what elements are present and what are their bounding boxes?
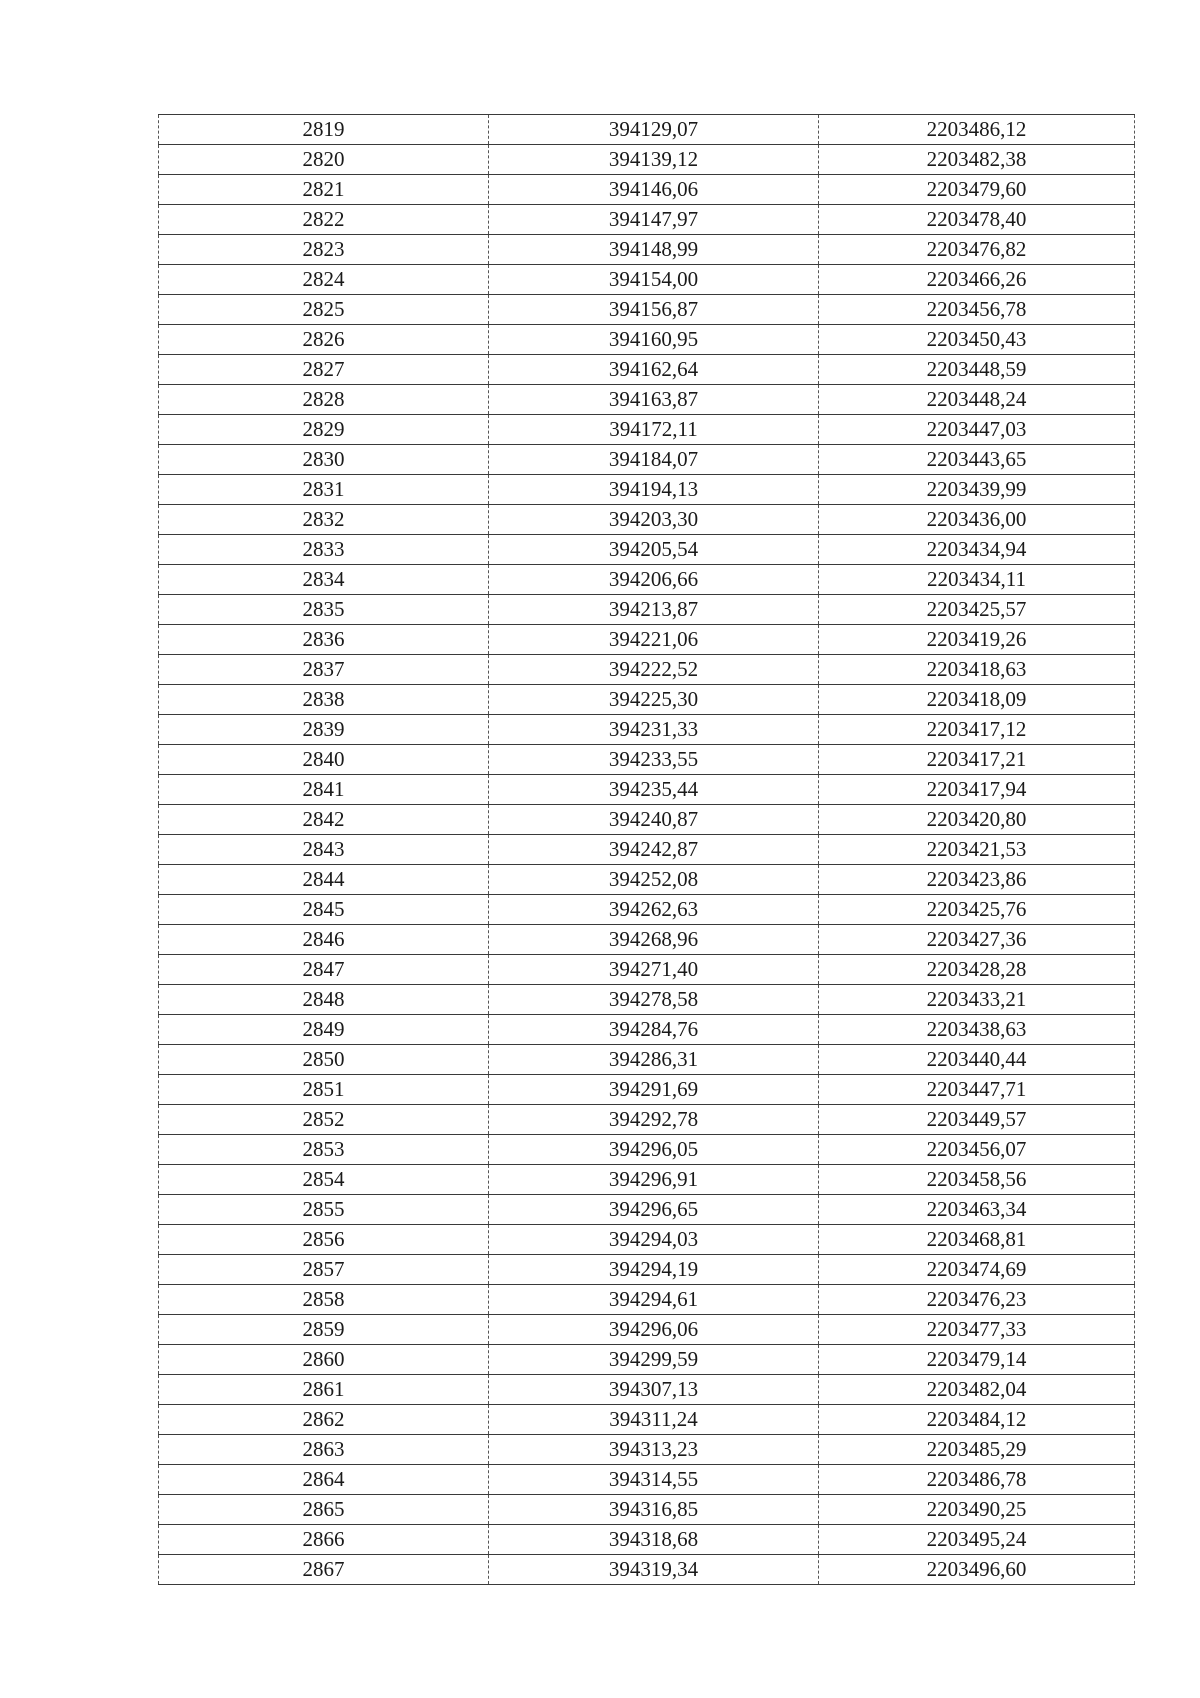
- x-coordinate-cell: 394313,23: [489, 1435, 819, 1465]
- point-number-cell: 2851: [159, 1075, 489, 1105]
- y-coordinate-cell: 2203421,53: [819, 835, 1135, 865]
- point-number-cell: 2853: [159, 1135, 489, 1165]
- table-row: [159, 115, 1135, 145]
- table-row: [159, 985, 1135, 1015]
- x-coordinate-cell: 394205,54: [489, 535, 819, 565]
- table-row: [159, 1045, 1135, 1075]
- y-coordinate-cell: 2203438,63: [819, 1015, 1135, 1045]
- point-number-cell: 2856: [159, 1225, 489, 1255]
- y-coordinate-cell: 2203425,57: [819, 595, 1135, 625]
- table-row: [159, 535, 1135, 565]
- x-coordinate-cell: 394296,91: [489, 1165, 819, 1195]
- y-coordinate-cell: 2203423,86: [819, 865, 1135, 895]
- table-row: [159, 955, 1135, 985]
- table-row: [159, 1555, 1135, 1585]
- point-number-cell: 2850: [159, 1045, 489, 1075]
- table-row: [159, 415, 1135, 445]
- table-row: [159, 1525, 1135, 1555]
- y-coordinate-cell: 2203496,60: [819, 1555, 1135, 1585]
- table-row: [159, 685, 1135, 715]
- y-coordinate-cell: 2203449,57: [819, 1105, 1135, 1135]
- y-coordinate-cell: 2203456,78: [819, 295, 1135, 325]
- y-coordinate-cell: 2203448,24: [819, 385, 1135, 415]
- table-row: [159, 235, 1135, 265]
- x-coordinate-cell: 394296,05: [489, 1135, 819, 1165]
- y-coordinate-cell: 2203474,69: [819, 1255, 1135, 1285]
- table-row: [159, 595, 1135, 625]
- x-coordinate-cell: 394294,19: [489, 1255, 819, 1285]
- y-coordinate-cell: 2203478,40: [819, 205, 1135, 235]
- x-coordinate-cell: 394139,12: [489, 145, 819, 175]
- table-row: [159, 205, 1135, 235]
- table-row: [159, 445, 1135, 475]
- point-number-cell: 2828: [159, 385, 489, 415]
- x-coordinate-cell: 394146,06: [489, 175, 819, 205]
- y-coordinate-cell: 2203486,12: [819, 115, 1135, 145]
- point-number-cell: 2832: [159, 505, 489, 535]
- x-coordinate-cell: 394233,55: [489, 745, 819, 775]
- x-coordinate-cell: 394203,30: [489, 505, 819, 535]
- y-coordinate-cell: 2203419,26: [819, 625, 1135, 655]
- point-number-cell: 2846: [159, 925, 489, 955]
- y-coordinate-cell: 2203476,82: [819, 235, 1135, 265]
- y-coordinate-cell: 2203486,78: [819, 1465, 1135, 1495]
- y-coordinate-cell: 2203484,12: [819, 1405, 1135, 1435]
- y-coordinate-cell: 2203490,25: [819, 1495, 1135, 1525]
- x-coordinate-cell: 394292,78: [489, 1105, 819, 1135]
- point-number-cell: 2860: [159, 1345, 489, 1375]
- y-coordinate-cell: 2203447,71: [819, 1075, 1135, 1105]
- point-number-cell: 2820: [159, 145, 489, 175]
- point-number-cell: 2852: [159, 1105, 489, 1135]
- point-number-cell: 2830: [159, 445, 489, 475]
- y-coordinate-cell: 2203428,28: [819, 955, 1135, 985]
- point-number-cell: 2847: [159, 955, 489, 985]
- point-number-cell: 2824: [159, 265, 489, 295]
- x-coordinate-cell: 394284,76: [489, 1015, 819, 1045]
- x-coordinate-cell: 394286,31: [489, 1045, 819, 1075]
- table-row: [159, 1135, 1135, 1165]
- table-row: [159, 775, 1135, 805]
- x-coordinate-cell: 394213,87: [489, 595, 819, 625]
- y-coordinate-cell: 2203448,59: [819, 355, 1135, 385]
- y-coordinate-cell: 2203439,99: [819, 475, 1135, 505]
- table-row: [159, 895, 1135, 925]
- y-coordinate-cell: 2203436,00: [819, 505, 1135, 535]
- point-number-cell: 2842: [159, 805, 489, 835]
- y-coordinate-cell: 2203443,65: [819, 445, 1135, 475]
- point-number-cell: 2823: [159, 235, 489, 265]
- point-number-cell: 2825: [159, 295, 489, 325]
- y-coordinate-cell: 2203495,24: [819, 1525, 1135, 1555]
- point-number-cell: 2829: [159, 415, 489, 445]
- point-number-cell: 2835: [159, 595, 489, 625]
- table-row: [159, 475, 1135, 505]
- point-number-cell: 2865: [159, 1495, 489, 1525]
- table-row: [159, 505, 1135, 535]
- table-row: [159, 1015, 1135, 1045]
- y-coordinate-cell: 2203417,21: [819, 745, 1135, 775]
- point-number-cell: 2827: [159, 355, 489, 385]
- point-number-cell: 2848: [159, 985, 489, 1015]
- table-row: [159, 1315, 1135, 1345]
- y-coordinate-cell: 2203434,11: [819, 565, 1135, 595]
- y-coordinate-cell: 2203450,43: [819, 325, 1135, 355]
- x-coordinate-cell: 394225,30: [489, 685, 819, 715]
- point-number-cell: 2839: [159, 715, 489, 745]
- y-coordinate-cell: 2203476,23: [819, 1285, 1135, 1315]
- y-coordinate-cell: 2203482,04: [819, 1375, 1135, 1405]
- table-row: [159, 715, 1135, 745]
- table-row: [159, 1195, 1135, 1225]
- x-coordinate-cell: 394299,59: [489, 1345, 819, 1375]
- point-number-cell: 2862: [159, 1405, 489, 1435]
- x-coordinate-cell: 394316,85: [489, 1495, 819, 1525]
- y-coordinate-cell: 2203420,80: [819, 805, 1135, 835]
- y-coordinate-cell: 2203434,94: [819, 535, 1135, 565]
- table-row: [159, 1345, 1135, 1375]
- x-coordinate-cell: 394162,64: [489, 355, 819, 385]
- table-row: [159, 1285, 1135, 1315]
- x-coordinate-cell: 394314,55: [489, 1465, 819, 1495]
- point-number-cell: 2819: [159, 115, 489, 145]
- y-coordinate-cell: 2203440,44: [819, 1045, 1135, 1075]
- table-row: [159, 1405, 1135, 1435]
- point-number-cell: 2849: [159, 1015, 489, 1045]
- point-number-cell: 2836: [159, 625, 489, 655]
- x-coordinate-cell: 394307,13: [489, 1375, 819, 1405]
- table-row: [159, 295, 1135, 325]
- y-coordinate-cell: 2203482,38: [819, 145, 1135, 175]
- point-number-cell: 2826: [159, 325, 489, 355]
- point-number-cell: 2864: [159, 1465, 489, 1495]
- point-number-cell: 2840: [159, 745, 489, 775]
- x-coordinate-cell: 394129,07: [489, 115, 819, 145]
- y-coordinate-cell: 2203479,14: [819, 1345, 1135, 1375]
- point-number-cell: 2831: [159, 475, 489, 505]
- point-number-cell: 2821: [159, 175, 489, 205]
- y-coordinate-cell: 2203477,33: [819, 1315, 1135, 1345]
- point-number-cell: 2833: [159, 535, 489, 565]
- x-coordinate-cell: 394184,07: [489, 445, 819, 475]
- x-coordinate-cell: 394262,63: [489, 895, 819, 925]
- x-coordinate-cell: 394318,68: [489, 1525, 819, 1555]
- x-coordinate-cell: 394156,87: [489, 295, 819, 325]
- table-row: [159, 325, 1135, 355]
- x-coordinate-cell: 394268,96: [489, 925, 819, 955]
- point-number-cell: 2858: [159, 1285, 489, 1315]
- point-number-cell: 2822: [159, 205, 489, 235]
- x-coordinate-cell: 394296,06: [489, 1315, 819, 1345]
- point-number-cell: 2841: [159, 775, 489, 805]
- x-coordinate-cell: 394148,99: [489, 235, 819, 265]
- x-coordinate-cell: 394222,52: [489, 655, 819, 685]
- x-coordinate-cell: 394172,11: [489, 415, 819, 445]
- x-coordinate-cell: 394294,61: [489, 1285, 819, 1315]
- y-coordinate-cell: 2203463,34: [819, 1195, 1135, 1225]
- table-row: [159, 1435, 1135, 1465]
- x-coordinate-cell: 394154,00: [489, 265, 819, 295]
- x-coordinate-cell: 394235,44: [489, 775, 819, 805]
- table-row: [159, 175, 1135, 205]
- y-coordinate-cell: 2203417,12: [819, 715, 1135, 745]
- point-number-cell: 2867: [159, 1555, 489, 1585]
- x-coordinate-cell: 394278,58: [489, 985, 819, 1015]
- table-row: [159, 835, 1135, 865]
- table-row: [159, 265, 1135, 295]
- table-row: [159, 1105, 1135, 1135]
- x-coordinate-cell: 394147,97: [489, 205, 819, 235]
- y-coordinate-cell: 2203418,63: [819, 655, 1135, 685]
- coordinates-table: [158, 114, 1135, 1585]
- x-coordinate-cell: 394252,08: [489, 865, 819, 895]
- y-coordinate-cell: 2203418,09: [819, 685, 1135, 715]
- table-row: [159, 805, 1135, 835]
- point-number-cell: 2857: [159, 1255, 489, 1285]
- table-row: [159, 1375, 1135, 1405]
- x-coordinate-cell: 394206,66: [489, 565, 819, 595]
- point-number-cell: 2863: [159, 1435, 489, 1465]
- y-coordinate-cell: 2203425,76: [819, 895, 1135, 925]
- y-coordinate-cell: 2203479,60: [819, 175, 1135, 205]
- point-number-cell: 2837: [159, 655, 489, 685]
- point-number-cell: 2866: [159, 1525, 489, 1555]
- x-coordinate-cell: 394231,33: [489, 715, 819, 745]
- table-row: [159, 385, 1135, 415]
- y-coordinate-cell: 2203468,81: [819, 1225, 1135, 1255]
- table-row: [159, 655, 1135, 685]
- table-row: [159, 1075, 1135, 1105]
- y-coordinate-cell: 2203427,36: [819, 925, 1135, 955]
- y-coordinate-cell: 2203458,56: [819, 1165, 1135, 1195]
- table-row: [159, 1465, 1135, 1495]
- table-row: [159, 145, 1135, 175]
- y-coordinate-cell: 2203433,21: [819, 985, 1135, 1015]
- table-row: [159, 355, 1135, 385]
- x-coordinate-cell: 394296,65: [489, 1195, 819, 1225]
- x-coordinate-cell: 394311,24: [489, 1405, 819, 1435]
- table-row: [159, 1495, 1135, 1525]
- y-coordinate-cell: 2203456,07: [819, 1135, 1135, 1165]
- x-coordinate-cell: 394242,87: [489, 835, 819, 865]
- y-coordinate-cell: 2203466,26: [819, 265, 1135, 295]
- coordinates-table-body: [159, 115, 1135, 1585]
- y-coordinate-cell: 2203417,94: [819, 775, 1135, 805]
- point-number-cell: 2844: [159, 865, 489, 895]
- table-row: [159, 625, 1135, 655]
- point-number-cell: 2855: [159, 1195, 489, 1225]
- x-coordinate-cell: 394319,34: [489, 1555, 819, 1585]
- table-row: [159, 865, 1135, 895]
- x-coordinate-cell: 394291,69: [489, 1075, 819, 1105]
- table-row: [159, 745, 1135, 775]
- x-coordinate-cell: 394194,13: [489, 475, 819, 505]
- point-number-cell: 2859: [159, 1315, 489, 1345]
- point-number-cell: 2845: [159, 895, 489, 925]
- point-number-cell: 2834: [159, 565, 489, 595]
- y-coordinate-cell: 2203447,03: [819, 415, 1135, 445]
- x-coordinate-cell: 394163,87: [489, 385, 819, 415]
- point-number-cell: 2854: [159, 1165, 489, 1195]
- point-number-cell: 2838: [159, 685, 489, 715]
- point-number-cell: 2861: [159, 1375, 489, 1405]
- x-coordinate-cell: 394294,03: [489, 1225, 819, 1255]
- table-row: [159, 1225, 1135, 1255]
- table-row: [159, 925, 1135, 955]
- x-coordinate-cell: 394221,06: [489, 625, 819, 655]
- table-row: [159, 565, 1135, 595]
- x-coordinate-cell: 394271,40: [489, 955, 819, 985]
- point-number-cell: 2843: [159, 835, 489, 865]
- table-row: [159, 1165, 1135, 1195]
- table-row: [159, 1255, 1135, 1285]
- x-coordinate-cell: 394240,87: [489, 805, 819, 835]
- x-coordinate-cell: 394160,95: [489, 325, 819, 355]
- y-coordinate-cell: 2203485,29: [819, 1435, 1135, 1465]
